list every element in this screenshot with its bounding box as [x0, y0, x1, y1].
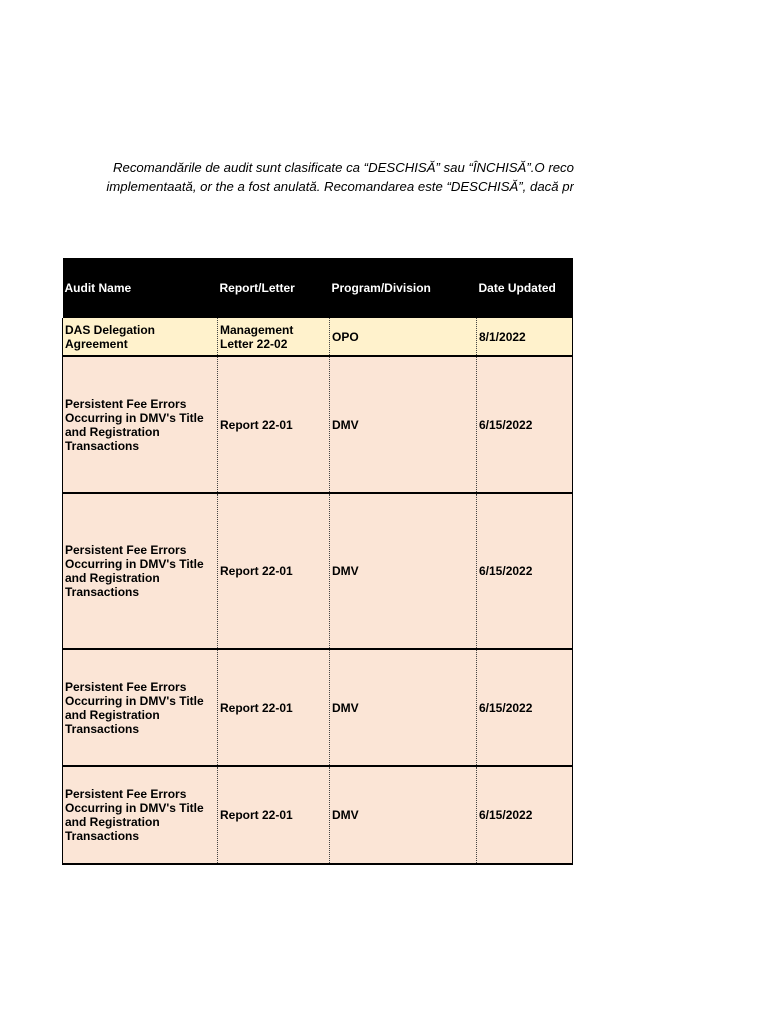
cell-program-division: OPO	[330, 318, 477, 356]
table-row	[63, 649, 573, 766]
table-row	[63, 356, 573, 493]
header-audit-name: Audit Name	[63, 258, 218, 318]
table-row	[63, 493, 573, 649]
cell-program-division: DMV	[330, 493, 477, 649]
intro-line-2: implementaată, or the a fost anulată. Recomandarea este “DESCHISĂ”, dacă pr	[106, 179, 574, 194]
cell-report-letter: Report 22-01	[218, 766, 330, 864]
cell-audit-name: Persistent Fee Errors Occurring in DMV's Title and Registration Transactions	[63, 493, 218, 649]
cell-date-updated: 6/15/2022	[477, 649, 573, 766]
audit-table	[62, 258, 573, 865]
cell-report-letter: Report 22-01	[218, 356, 330, 493]
cell-audit-name: DAS Delegation Agreement	[63, 318, 218, 356]
cell-audit-name: Persistent Fee Errors Occurring in DMV's Title and Registration Transactions	[63, 649, 218, 766]
cell-date-updated: 8/1/2022	[477, 318, 573, 356]
intro-line-1: Recomandările de audit sunt clasificate ca “DESCHISĂ” sau “ÎNCHISĂ”.O reco	[112, 160, 574, 175]
header-date-updated: Date Updated	[477, 258, 573, 318]
cell-program-division: DMV	[330, 649, 477, 766]
cell-date-updated: 6/15/2022	[477, 493, 573, 649]
header-report-letter: Report/Letter	[218, 258, 330, 318]
cell-date-updated: 6/15/2022	[477, 356, 573, 493]
intro-paragraph	[60, 158, 574, 196]
cell-date-updated: 6/15/2022	[477, 766, 573, 864]
cell-program-division: DMV	[330, 356, 477, 493]
cell-audit-name: Persistent Fee Errors Occurring in DMV's Title and Registration Transactions	[63, 356, 218, 493]
cell-report-letter: Management Letter 22-02	[218, 318, 330, 356]
cell-report-letter: Report 22-01	[218, 649, 330, 766]
cell-report-letter: Report 22-01	[218, 493, 330, 649]
table-row	[63, 766, 573, 864]
table-row	[63, 318, 573, 356]
cell-program-division: DMV	[330, 766, 477, 864]
header-program-division: Program/Division	[330, 258, 477, 318]
table-header-row	[63, 258, 573, 318]
cell-audit-name: Persistent Fee Errors Occurring in DMV's Title and Registration Transactions	[63, 766, 218, 864]
